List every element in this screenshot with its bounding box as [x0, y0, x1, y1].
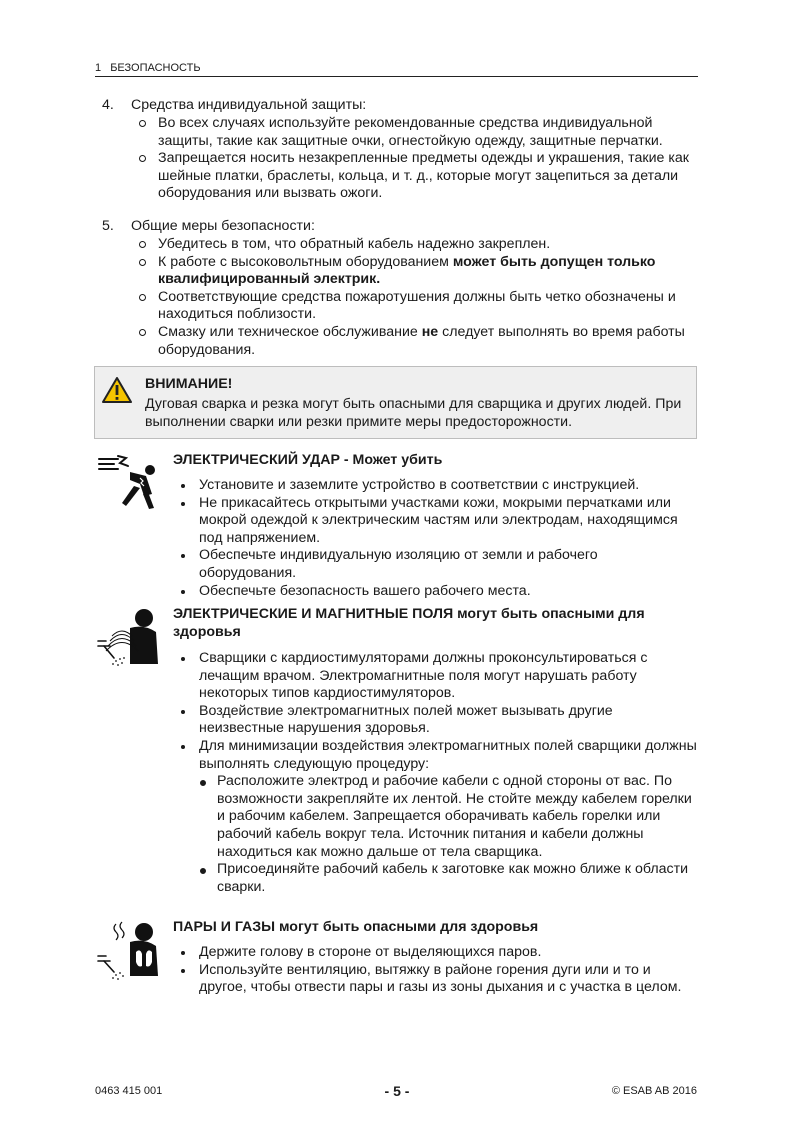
- section-title: ПАРЫ И ГАЗЫ могут быть опасными для здоровья: [173, 919, 539, 935]
- warning-box: [94, 366, 697, 439]
- list-item: Не прикасайтесь открытыми участками кожи, мокрыми перчатками или мокрой одеждой к электрическим частям или электродам, находящимся под напряжением.: [181, 495, 698, 548]
- warning-title: ВНИМАНИЕ!: [145, 376, 233, 392]
- emf-list: [181, 650, 698, 896]
- page-header: [95, 62, 698, 77]
- list-item: Расположите электрод и рабочие кабели с одной стороны от вас. По возможности закрепляйте их лентой. Не стойте между кабелем горелки и рабочим кабелем. Запрещается оборачивать кабель горелки или рабочий кабель вокруг тела. Источник питания и кабели должны находиться как можно дальше от тела сварщика.: [199, 773, 698, 861]
- fumes-list: [181, 944, 698, 997]
- warning-body: Дуговая сварка и резка могут быть опасными для сварщика и других людей. При выполнении сварки или резки примите меры предосторожности.: [145, 396, 682, 430]
- item-number: 4.: [102, 97, 114, 113]
- list-text: Смазку или техническое обслуживание: [158, 323, 422, 340]
- item-number: 5.: [102, 218, 114, 234]
- list-item: [181, 738, 698, 896]
- fumes-icon: [96, 918, 162, 980]
- list-item: Держите голову в стороне от выделяющихся паров.: [181, 944, 698, 962]
- list-item: Соответствующие средства пожаротушения должны быть четко обозначены и находиться поблизости.: [139, 289, 699, 324]
- emf-sub-list: [199, 773, 698, 896]
- list-item: Используйте вентиляцию, вытяжку в районе горения дуги или и то и другое, чтобы отвести пары и газы из зоны дыхания и с участка в целом.: [181, 962, 698, 997]
- section-title: ЭЛЕКТРИЧЕСКИЙ УДАР - Может убить: [173, 452, 443, 468]
- list-item: Запрещается носить незакрепленные предметы одежды и украшения, такие как шейные платки, браслеты, кольца, и т. д., которые могут зацепиться за детали оборудования или вызвать ожоги.: [139, 150, 699, 203]
- list-item: Установите и заземлите устройство в соответствии с инструкцией.: [181, 477, 698, 495]
- chapter-title: БЕЗОПАСНОСТЬ: [110, 62, 201, 74]
- list-item: Убедитесь в том, что обратный кабель надежно закреплен.: [139, 236, 699, 254]
- document-number: 0463 415 001: [95, 1085, 163, 1097]
- section-title: ЭЛЕКТРИЧЕСКИЕ И МАГНИТНЫЕ ПОЛЯ могут быть опасными для здоровья: [173, 606, 645, 640]
- list-item: Обеспечьте индивидуальную изоляцию от земли и рабочего оборудования.: [181, 547, 698, 582]
- electric-shock-icon: [96, 448, 162, 510]
- list-item: Воздействие электромагнитных полей может вызывать другие неизвестные нарушения здоровья.: [181, 703, 698, 738]
- magnetic-field-icon: [96, 606, 162, 668]
- list-text: К работе с высоковольтным оборудованием: [158, 253, 453, 270]
- list-item: Сварщики с кардиостимуляторами должны проконсультироваться с лечащим врачом. Электромагнитные поля могут нарушать работу некоторых типов кардиостимуляторов.: [181, 650, 698, 703]
- list-bold-text: не: [421, 323, 439, 340]
- chapter-number: 1: [95, 62, 102, 74]
- item-title: Средства индивидуальной защиты:: [131, 97, 367, 113]
- list-item: Присоединяйте рабочий кабель к заготовке как можно ближе к области сварки.: [199, 861, 698, 896]
- item-5-list: [139, 236, 699, 359]
- list-text: следует выполнять во время работы оборудования.: [158, 323, 685, 358]
- warning-triangle-icon: [101, 376, 133, 404]
- item-title: Общие меры безопасности:: [131, 218, 315, 234]
- list-item: Во всех случаях используйте рекомендованные средства индивидуальной защиты, такие как защитные очки, огнестойкую одежду, защитные перчатки.: [139, 115, 699, 150]
- list-item: [139, 254, 699, 289]
- item-4-list: [139, 115, 699, 203]
- list-text: Для минимизации воздействия электромагнитных полей сварщики должны выполнять следующую процедуру:: [199, 737, 697, 772]
- list-item: [139, 324, 699, 359]
- list-item: Обеспечьте безопасность вашего рабочего места.: [181, 583, 698, 601]
- copyright: © ESAB AB 2016: [611, 1085, 697, 1097]
- electric-shock-list: [181, 477, 698, 600]
- list-bold-text: может быть допущен только квалифицированный электрик.: [158, 253, 656, 288]
- page-number: - 5 -: [384, 1083, 410, 1099]
